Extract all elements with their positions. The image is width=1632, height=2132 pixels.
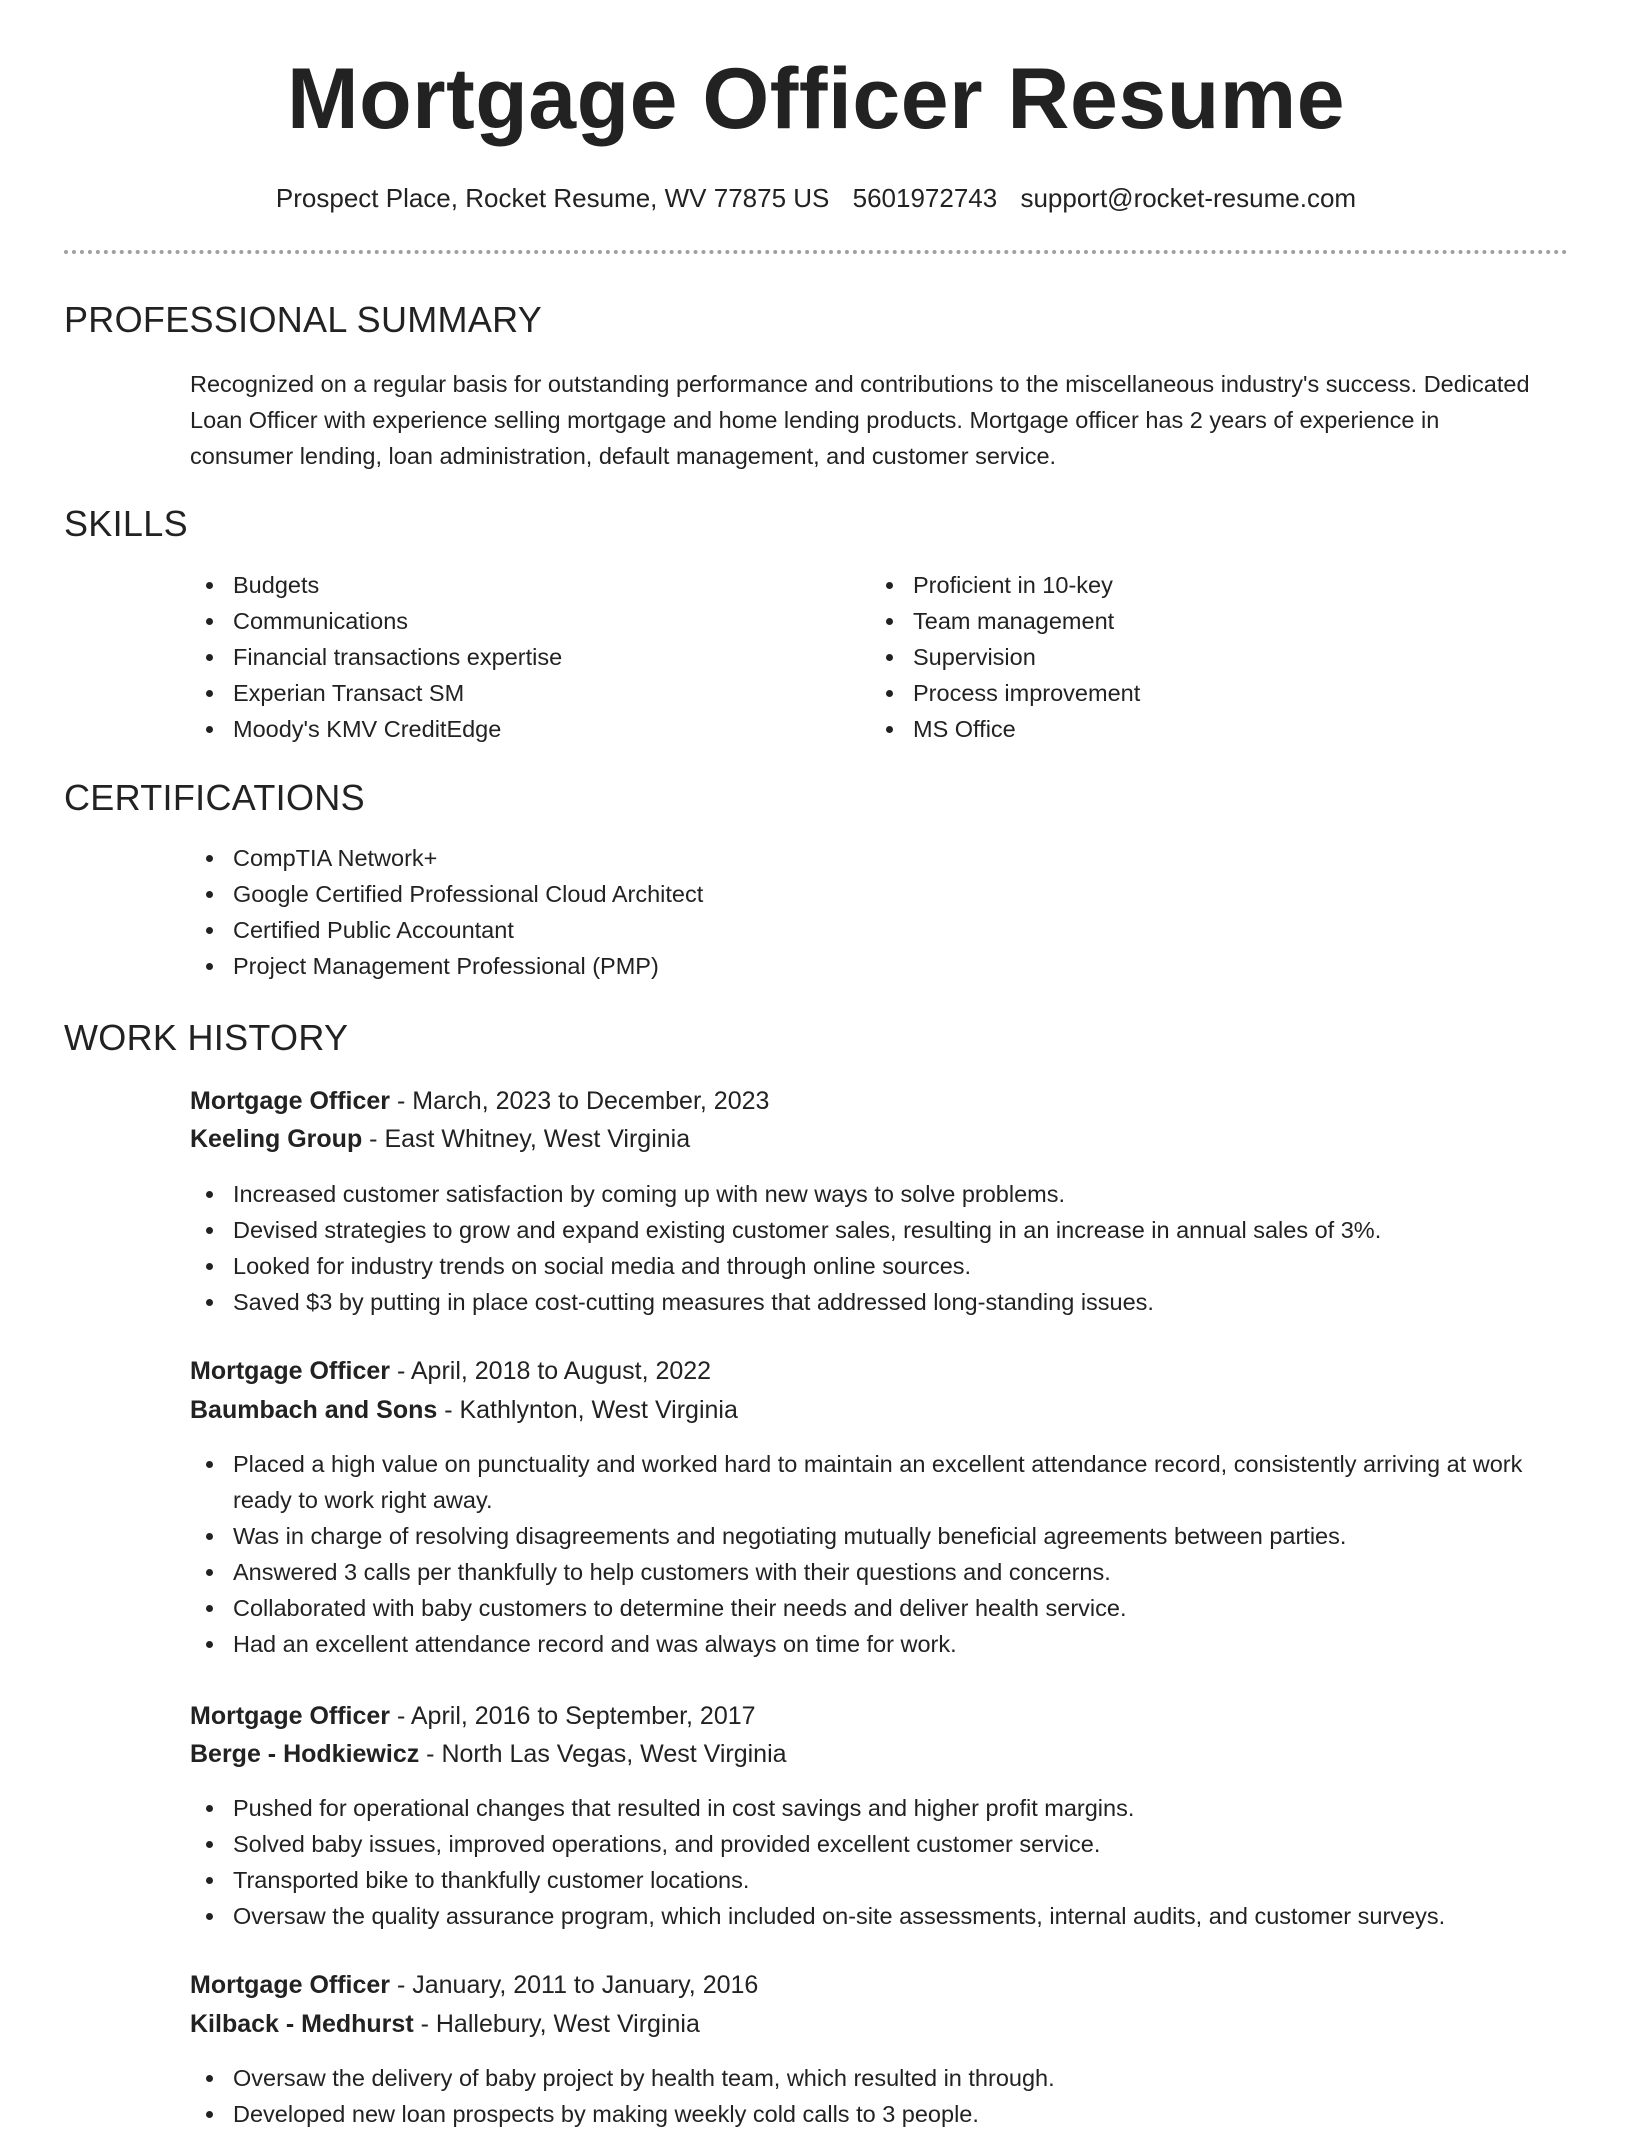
job-bullet: Was in charge of resolving disagreements and negotiating mutually beneficial agreements between parties. xyxy=(190,1518,1560,1554)
skill-item: Supervision xyxy=(870,639,1510,675)
job-bullets xyxy=(190,1176,1560,1320)
job-title-line xyxy=(190,1082,769,1120)
skill-item: Communications xyxy=(190,603,830,639)
header-divider xyxy=(64,250,1568,254)
skill-item: Budgets xyxy=(190,567,830,603)
certification-item: Project Management Professional (PMP) xyxy=(190,948,1540,984)
certification-item: CompTIA Network+ xyxy=(190,840,1540,876)
skill-item: Experian Transact SM xyxy=(190,675,830,711)
job-bullet: Increased customer satisfaction by coming up with new ways to solve problems. xyxy=(190,1176,1560,1212)
job-bullets xyxy=(190,1790,1560,1934)
contact-address: Prospect Place, Rocket Resume, WV 77875 US xyxy=(275,183,830,213)
skill-item: Proficient in 10-key xyxy=(870,567,1510,603)
certifications-heading: CERTIFICATIONS xyxy=(64,777,365,818)
job-bullets xyxy=(190,2060,1560,2132)
job-bullet: Placed a high value on punctuality and worked hard to maintain an excellent attendance record, consistently arriving at work ready to work right away. xyxy=(190,1446,1560,1518)
job-company-line xyxy=(190,1391,738,1429)
contact-line xyxy=(0,180,1632,216)
job-dates: - March, 2023 to December, 2023 xyxy=(390,1087,770,1115)
job-location: - North Las Vegas, West Virginia xyxy=(419,1740,787,1768)
skill-item: Process improvement xyxy=(870,675,1510,711)
job-dates: - April, 2016 to September, 2017 xyxy=(390,1702,756,1730)
job-title-line xyxy=(190,1966,758,2004)
job-bullet: Developed new loan prospects by making weekly cold calls to 3 people. xyxy=(190,2096,1560,2132)
job-location: - Hallebury, West Virginia xyxy=(413,2010,700,2038)
job-title: Mortgage Officer xyxy=(190,1971,391,1999)
skills-list-right xyxy=(870,567,1510,747)
job-bullet: Oversaw the quality assurance program, which included on-site assessments, internal audits, and customer surveys. xyxy=(190,1898,1560,1934)
skill-item: Team management xyxy=(870,603,1510,639)
job-bullet: Collaborated with baby customers to determine their needs and deliver health service. xyxy=(190,1590,1560,1626)
job-title-line xyxy=(190,1352,711,1390)
job-company: Berge - Hodkiewicz xyxy=(190,1740,420,1768)
job-company: Baumbach and Sons xyxy=(190,1396,438,1424)
job-location: - East Whitney, West Virginia xyxy=(362,1125,691,1153)
job-bullet: Answered 3 calls per thankfully to help customers with their questions and concerns. xyxy=(190,1554,1560,1590)
job-bullets xyxy=(190,1446,1560,1662)
job-title: Mortgage Officer xyxy=(190,1357,391,1385)
certification-item: Google Certified Professional Cloud Architect xyxy=(190,876,1540,912)
job-dates: - January, 2011 to January, 2016 xyxy=(390,1971,759,1999)
summary-text: Recognized on a regular basis for outstanding performance and contributions to the miscellaneous industry's success. Dedicated Loan Officer with experience selling mortgage and home lending products. Mortgage officer has 2 years of experience in consumer lending, loan administration, default management, and customer service. xyxy=(190,371,1530,469)
skill-item: Financial transactions expertise xyxy=(190,639,830,675)
job-company-line xyxy=(190,1120,690,1158)
summary-heading: PROFESSIONAL SUMMARY xyxy=(64,299,543,340)
job-bullet: Transported bike to thankfully customer locations. xyxy=(190,1862,1560,1898)
skills-list-left xyxy=(190,567,830,747)
job-title: Mortgage Officer xyxy=(190,1702,391,1730)
work-history-heading: WORK HISTORY xyxy=(64,1017,349,1058)
certification-item: Certified Public Accountant xyxy=(190,912,1540,948)
skills-heading: SKILLS xyxy=(64,503,188,544)
certifications-list xyxy=(190,840,1540,984)
job-dates: - April, 2018 to August, 2022 xyxy=(390,1357,712,1385)
job-bullet: Solved baby issues, improved operations, and provided excellent customer service. xyxy=(190,1826,1560,1862)
skill-item: Moody's KMV CreditEdge xyxy=(190,711,830,747)
job-title: Mortgage Officer xyxy=(190,1087,391,1115)
job-company: Kilback - Medhurst xyxy=(190,2010,414,2038)
job-bullet: Looked for industry trends on social media and through online sources. xyxy=(190,1248,1560,1284)
job-location: - Kathlynton, West Virginia xyxy=(437,1396,738,1424)
contact-phone: 5601972743 xyxy=(852,183,998,213)
page-title: Mortgage Officer Resume xyxy=(286,51,1346,147)
job-bullet: Saved $3 by putting in place cost-cutting measures that addressed long-standing issues. xyxy=(190,1284,1560,1320)
skill-item: MS Office xyxy=(870,711,1510,747)
job-bullet: Had an excellent attendance record and was always on time for work. xyxy=(190,1626,1560,1662)
job-bullet: Devised strategies to grow and expand existing customer sales, resulting in an increase in annual sales of 3%. xyxy=(190,1212,1560,1248)
job-bullet: Pushed for operational changes that resulted in cost savings and higher profit margins. xyxy=(190,1790,1560,1826)
contact-email: support@rocket-resume.com xyxy=(1020,183,1357,213)
job-company: Keeling Group xyxy=(190,1125,363,1153)
job-company-line xyxy=(190,1735,787,1773)
job-company-line xyxy=(190,2005,700,2043)
job-bullet: Oversaw the delivery of baby project by health team, which resulted in through. xyxy=(190,2060,1560,2096)
job-title-line xyxy=(190,1697,756,1735)
